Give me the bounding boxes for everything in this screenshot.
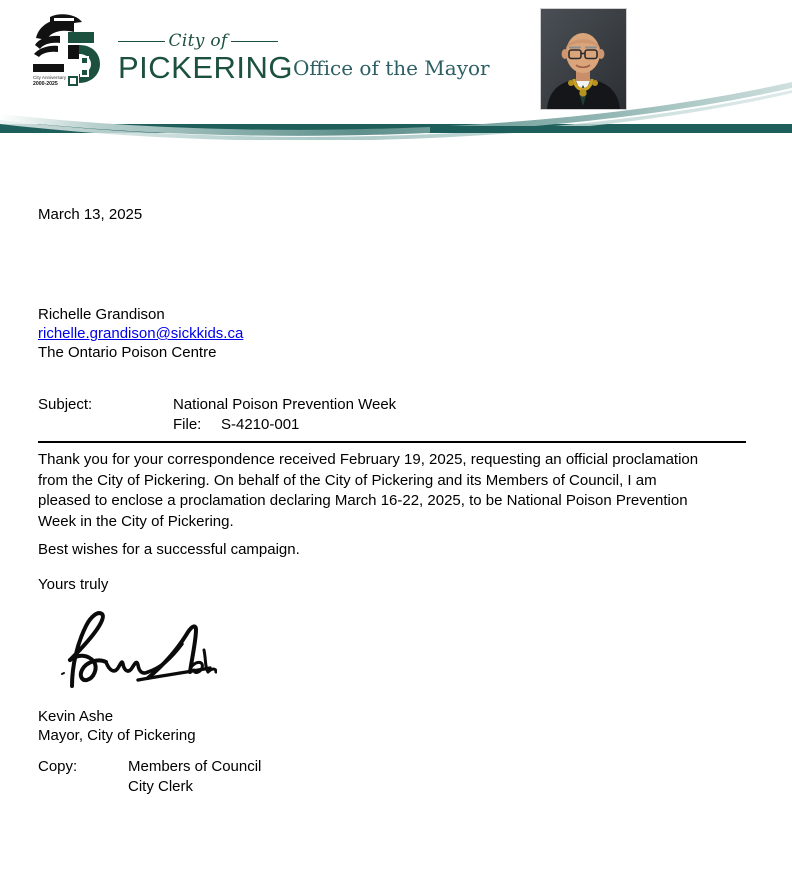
wordmark-script-row	[118, 30, 278, 52]
copy-recipient: City Clerk	[128, 778, 194, 795]
wordmark-script-text: City of	[168, 31, 228, 51]
copy-row	[38, 757, 261, 797]
anniversary-caption-line1: City Anniversary	[33, 75, 67, 80]
subject-label: Subject:	[38, 396, 93, 413]
copy-recipient: Members of Council	[128, 758, 262, 775]
recipient-email-link[interactable]: richelle.grandison@sickkids.ca	[38, 325, 244, 342]
wordmark-main-text: PICKERING	[118, 50, 294, 85]
signer-block	[38, 707, 196, 745]
recipient-organization: The Ontario Poison Centre	[38, 344, 217, 361]
body-paragraph: Thank you for your correspondence received February 19, 2025, requesting an official proclamation from the City of Pickering. On behalf of the City of Pickering and its Members of Council, I am pleased to enclose a proclamation declaring March 16-22, 2025, to be National Poison Prevention Week in the City of Pickering.	[38, 451, 699, 530]
copy-label: Copy:	[38, 758, 78, 775]
letterhead	[0, 0, 792, 140]
file-label: File:	[173, 416, 202, 433]
wordmark-rule-right	[231, 41, 278, 42]
file-row	[38, 415, 748, 435]
closing-wishes: Best wishes for a successful campaign.	[38, 541, 300, 558]
wordmark-rule-left	[118, 41, 165, 42]
recipient-block	[38, 305, 243, 362]
recipient-name: Richelle Grandison	[38, 306, 165, 323]
subject-divider-rule	[38, 441, 746, 443]
valediction: Yours truly	[38, 576, 109, 593]
office-of-the-mayor-title: Office of the Mayor	[293, 56, 490, 80]
anniversary-caption-line2: 2000-2025	[33, 81, 58, 87]
subject-row	[38, 395, 748, 415]
signer-name: Kevin Ashe	[38, 708, 114, 725]
handwritten-signature-kevin-ashe	[42, 602, 217, 697]
swoosh-divider	[0, 80, 792, 140]
subject-block	[38, 395, 748, 443]
file-number: S-4210-001	[221, 416, 300, 433]
signer-title: Mayor, City of Pickering	[38, 727, 196, 744]
subject-value: National Poison Prevention Week	[173, 396, 397, 413]
letter-date: March 13, 2025	[38, 206, 143, 223]
copy-block	[38, 757, 261, 797]
copy-recipients	[128, 757, 261, 797]
city-of-pickering-wordmark	[118, 30, 294, 85]
